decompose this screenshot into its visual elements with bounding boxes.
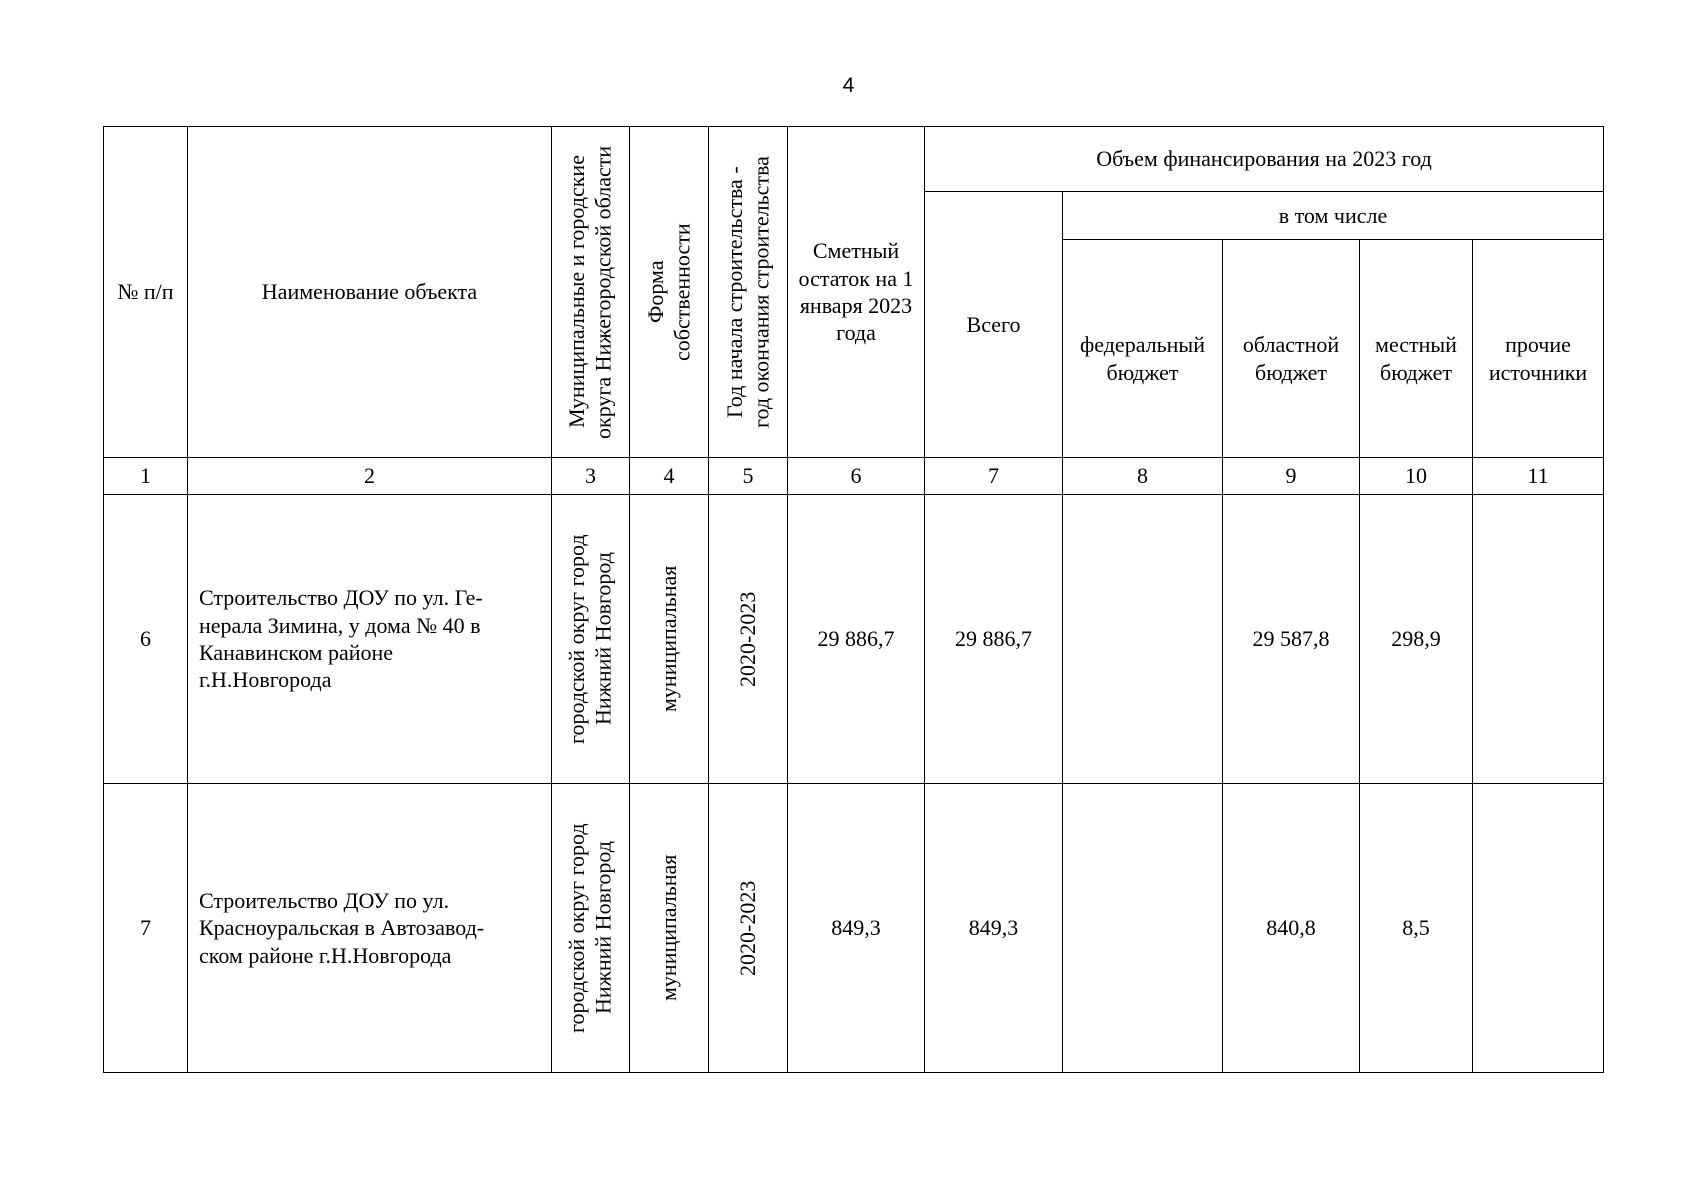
row-total: 849,3 [925,784,1063,1073]
row-ownership-text: муниципальная [655,565,681,713]
column-number-row [104,458,1604,495]
header-local: местный бюджет [1360,240,1473,458]
column-number: 6 [788,458,925,495]
header-other: прочие источники [1473,240,1604,458]
row-object-name [188,784,552,1073]
column-number: 11 [1473,458,1604,495]
header-years [709,127,788,458]
column-number: 10 [1360,458,1473,495]
row-local: 298,9 [1360,495,1473,784]
column-number: 2 [188,458,552,495]
row-federal [1063,784,1223,1073]
header-ownership-text: Форма собственности [642,223,694,361]
header-ownership [630,127,709,458]
header-row-top [104,127,1604,192]
row-years-text: 2020-2023 [734,591,760,687]
row-ownership [630,784,709,1073]
row-regional: 840,8 [1223,784,1360,1073]
row-other [1473,495,1604,784]
row-ownership-text: муниципальная [655,854,681,1002]
row-federal [1063,495,1223,784]
header-municipality-text: Муниципальные и городские округа Нижегородской области [564,145,616,439]
row-local: 8,5 [1360,784,1473,1073]
row-municipality-text: городской округ город Нижний Новгород [564,534,616,744]
row-municipality-text: городской округ город Нижний Новгород [564,823,616,1033]
row-regional: 29 587,8 [1223,495,1360,784]
financing-table [103,126,1604,1073]
row-balance: 849,3 [788,784,925,1073]
row-other [1473,784,1604,1073]
row-municipality [552,495,630,784]
header-financing-group: Объем финансирования на 2023 год [925,127,1604,192]
row-num: 6 [104,495,188,784]
column-number: 7 [925,458,1063,495]
page-number: 4 [842,74,855,97]
column-number: 4 [630,458,709,495]
row-total: 29 886,7 [925,495,1063,784]
header-years-text: Год начала строительства - год окончания строительства [721,156,773,428]
header-total: Всего [925,192,1063,458]
header-num: № п/п [104,127,188,458]
row-num: 7 [104,784,188,1073]
row-object-name-text: Строительство ДОУ по ул. Красноуральская в Автозавод- ском районе г.Н.Новгорода [199,888,485,968]
header-balance: Сметный остаток на 1 января 2023 года [788,127,925,458]
table-row [104,495,1604,784]
row-object-name [188,495,552,784]
column-number: 1 [104,458,188,495]
header-including-group: в том числе [1063,192,1604,240]
row-object-name-text: Строительство ДОУ по ул. Ге- нерала Зимина, у дома № 40 в Канавинском районе г.Н.Новгорода [199,585,483,693]
row-years [709,784,788,1073]
header-object-name: Наименование объекта [188,127,552,458]
column-number: 9 [1223,458,1360,495]
column-number: 5 [709,458,788,495]
row-years-text: 2020-2023 [734,880,760,976]
header-regional: областной бюджет [1223,240,1360,458]
column-number: 3 [552,458,630,495]
header-federal: федеральный бюджет [1063,240,1223,458]
column-number: 8 [1063,458,1223,495]
table-row [104,784,1604,1073]
row-municipality [552,784,630,1073]
row-ownership [630,495,709,784]
row-balance: 29 886,7 [788,495,925,784]
header-municipality [552,127,630,458]
row-years [709,495,788,784]
